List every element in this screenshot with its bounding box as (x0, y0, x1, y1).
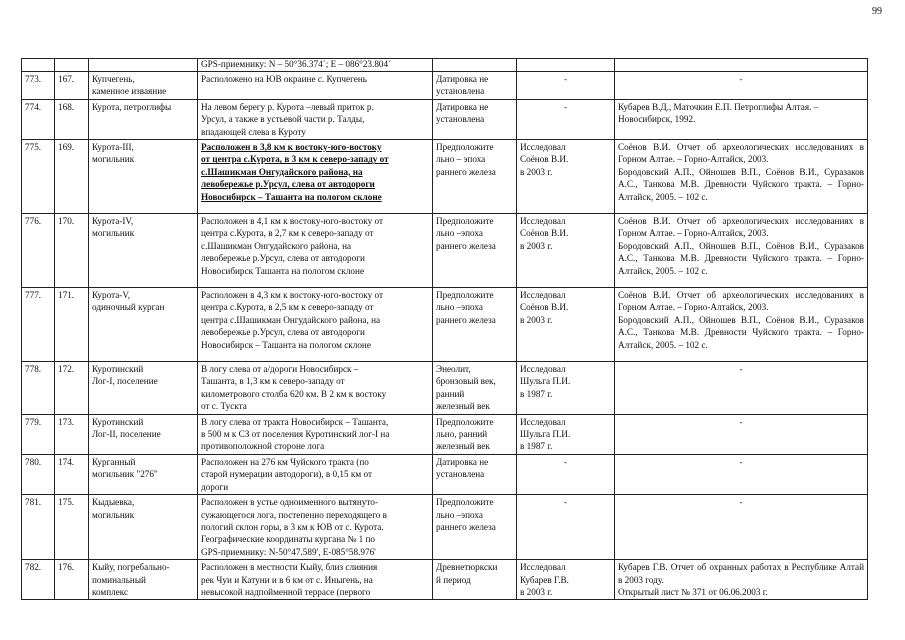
cell-name: Курота-III, могильник (89, 140, 198, 214)
cell-literature: - (615, 414, 868, 454)
cell-name: Куротинский Лог-II, поселение (89, 414, 198, 454)
table-row (22, 362, 868, 415)
cell-research: Исследовал Шульга П.И. в 1987 г. (517, 362, 615, 415)
cell-number: 779. (22, 414, 55, 454)
cell-name: Кыйу, погребально- поминальный комплекс (89, 560, 198, 600)
cell-research: - (517, 99, 615, 139)
page-number: 99 (872, 6, 882, 17)
cell-literature: Кубарев В.Д., Маточкин Е.П. Петроглифы Алтая. – Новосибирск, 1992. (615, 99, 868, 139)
cell-number: 781. (22, 495, 55, 560)
cell-dating: Предположите льно, ранний железный век (433, 414, 517, 454)
cell-literature: Соёнов В.И. Отчет об археологических исследованиях в Горном Алтае. – Горно-Алтайск, 2003. Бородовский А.П., Ойношев В.П., Соёнов В.И., Суразаков А.С., Танкова М.В. Древности Чуйского тракта. – Горно-Алтайск, 2005. – 102 с. (615, 214, 868, 288)
cell-dating: Датировка не установлена (433, 454, 517, 494)
cell-subnumber: 169. (55, 140, 89, 214)
cell-literature: - (615, 72, 868, 100)
cell-number: 782. (22, 560, 55, 600)
cell-number: 778. (22, 362, 55, 415)
cell-name: Курота, петроглифы (89, 99, 198, 139)
cell-subnumber: 174. (55, 454, 89, 494)
cell-location: Расположен на 276 км Чуйского тракта (по старой нумерации автодороги), в 0,15 км от дороги (198, 454, 433, 494)
cell-name: Куротинский Лог-I, поселение (89, 362, 198, 415)
cell-subnumber: 176. (55, 560, 89, 600)
cell-name: Кыдыевка, могильник (89, 495, 198, 560)
cell-research: - (517, 454, 615, 494)
cell-research: Исследовал Шульга П.И. в 1987 г. (517, 414, 615, 454)
table-row (22, 414, 868, 454)
cell-dating: Датировка не установлена (433, 72, 517, 100)
cell-subnumber: 173. (55, 414, 89, 454)
cell-number: 776. (22, 214, 55, 288)
cell-subnumber: 167. (55, 72, 89, 100)
table-row-continuation (22, 59, 868, 72)
table-row (22, 560, 868, 600)
cell-dating: Предположите льно – эпоха раннего железа (433, 140, 517, 214)
table-row (22, 495, 868, 560)
cell-number: 773. (22, 72, 55, 100)
cell-number: 780. (22, 454, 55, 494)
monuments-table (21, 58, 868, 600)
cell-dating: Энеолит, бронзовый век, ранний железный век (433, 362, 517, 415)
cell-number: 774. (22, 99, 55, 139)
cell-subnumber: 171. (55, 288, 89, 362)
cell-location: В логу слева от а/дороги Новосибирск – Ташанта, в 1,3 км к северо-западу от километрового столба 620 км. В 2 км к востоку от с. Тускта (198, 362, 433, 415)
cell-research: Исследовал Соёнов В.И. в 2003 г. (517, 288, 615, 362)
cell-research: - (517, 495, 615, 560)
cell-location: В логу слева от тракта Новосибирск – Ташанта, в 500 м к СЗ от поселения Куротинский лог-I на противоположной стороне лога (198, 414, 433, 454)
cell-name: Курота-V, одиночный курган (89, 288, 198, 362)
cell-literature: - (615, 362, 868, 415)
cell-dating: Древнетюркски й период (433, 560, 517, 600)
cell-research: Исследовал Соёнов В.И. в 2003 г. (517, 214, 615, 288)
table-row (22, 72, 868, 100)
cell-research: Исследовал Кубарев Г.В. в 2003 г. (517, 560, 615, 600)
cell-subnumber: 175. (55, 495, 89, 560)
table-row (22, 214, 868, 288)
cell-location: Расположен в 3,8 км к востоку-юго-востоку от центра с.Курота, в 3 км к северо-западу от с.Шашикман Онгудайского района, на левобережье р.Урсул, слева от автодороги Новосибирск – Ташанта на пологом склоне (198, 140, 433, 214)
cell-dating: Предположите льно –эпоха раннего железа (433, 495, 517, 560)
cell-subnumber: 172. (55, 362, 89, 415)
cell-subnumber: 170. (55, 214, 89, 288)
cell-dating: Предположите льно –эпоха раннего железа (433, 214, 517, 288)
cell-number: 775. (22, 140, 55, 214)
cell-location: Расположено на ЮВ окраине с. Купчегень (198, 72, 433, 100)
cell-location: GPS-приемнику: N – 50°36.374´; E – 086°23.804´ (198, 59, 433, 72)
cell-location: Расположен в устье одноименного вытянуто- сужающегося лога, постепенно переходящего в пологий склон горы, в 3 км к ЮВ от с. Курота. Географические координаты кургана № 1 по GPS-приемнику: N-50°47.589', E-085°58.976' (198, 495, 433, 560)
table-row (22, 454, 868, 494)
cell-location: Расположен в 4,1 км к востоку-юго-востоку от центра с.Курота, в 2,7 км к северо-западу от с.Шашикман Онгудайского района, на левобережье р.Урсул, слева от автодороги Новосибирск Ташанта на пологом склоне (198, 214, 433, 288)
cell-location: На левом берегу р. Курота –левый приток р. Урсул, а также в устьевой части р. Талды, впадающей слева в Куроту (198, 99, 433, 139)
cell-number: 777. (22, 288, 55, 362)
cell-name: Курганный могильник "276" (89, 454, 198, 494)
cell-dating: Предположите льно –эпоха раннего железа (433, 288, 517, 362)
cell-subnumber: 168. (55, 99, 89, 139)
cell-location: Расположен в 4,3 км к востоку-юго-востоку от центра с.Курота, в 2,5 км к северо-западу от центра с.Шашикман Онгудайского района, на левобережье р.Урсул, слева от автодороги Новосибирск – Ташанта на пологом склоне (198, 288, 433, 362)
cell-literature: Соёнов В.И. Отчет об археологических исследованиях в Горном Алтае. – Горно-Алтайск, 2003. Бородовский А.П., Ойношев В.П., Соёнов В.И., Суразаков А.С., Танкова М.В. Древности Чуйского тракта. – Горно-Алтайск, 2005. – 102 с. (615, 288, 868, 362)
cell-location: Расположен в местности Кыйу, близ слияния рек Чуи и Катуни и в 6 км от с. Иныгень, на невысокой надпойменной террасе (первого (198, 560, 433, 600)
cell-literature: Кубарев Г.В. Отчет об охранных работах в Республике Алтай в 2003 году. Открытый лист № 371 от 06.06.2003 г. (615, 560, 868, 600)
cell-dating: Датировка не установлена (433, 99, 517, 139)
cell-literature: - (615, 454, 868, 494)
cell-research: - (517, 72, 615, 100)
cell-name: Курота-IV, могильник (89, 214, 198, 288)
table-row (22, 288, 868, 362)
cell-literature: - (615, 495, 868, 560)
cell-research: Исследовал Соёнов В.И. в 2003 г. (517, 140, 615, 214)
cell-literature: Соёнов В.И. Отчет об археологических исследованиях в Горном Алтае. – Горно-Алтайск, 2003. Бородовский А.П., Ойношев В.П., Соёнов В.И., Суразаков А.С., Танкова М.В. Древности Чуйского тракта. – Горно-Алтайск, 2005. – 102 с. (615, 140, 868, 214)
table-row (22, 140, 868, 214)
cell-name: Купчегень, каменное изваяние (89, 72, 198, 100)
table-row (22, 99, 868, 139)
